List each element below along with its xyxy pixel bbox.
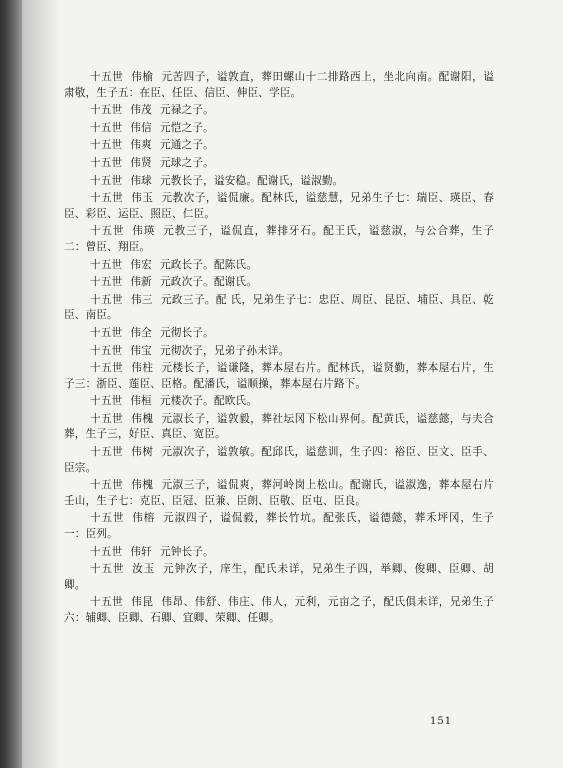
generation-label: 十五世	[90, 596, 124, 609]
entry	[64, 174, 494, 190]
entry	[64, 293, 494, 324]
entry-text: 元恺之子。	[159, 121, 214, 134]
entry-text: 元球之子。	[159, 156, 214, 169]
generation-label: 十五世	[90, 192, 124, 205]
person-name: 伟全	[130, 326, 152, 339]
entry-text: 元彻长子。	[159, 326, 214, 339]
person-name: 伟爽	[130, 139, 152, 152]
generation-label: 十五世	[90, 276, 123, 289]
person-name: 汝玉	[132, 563, 156, 576]
person-name: 伟新	[130, 276, 152, 289]
entry-text: 元禄之子。	[159, 104, 214, 117]
generation-label: 十五世	[90, 512, 125, 525]
entry	[64, 258, 494, 274]
entry	[64, 545, 494, 561]
entry-text: 元教三子，谥侃直，葬排牙石。配王氏，谥慈淑，与公合葬，生子二：曾臣、翔臣。	[64, 225, 494, 253]
person-name: 伟槐	[131, 412, 154, 425]
generation-label: 十五世	[90, 139, 123, 152]
entry-text: 元政三子。配 氏，兄弟生子七：忠臣、周臣、昆臣、埔臣、具臣、乾臣、南臣。	[64, 293, 494, 322]
binding-shadow	[0, 0, 60, 768]
entry-text: 元楼次子。配欧氏。	[159, 395, 258, 408]
entry	[64, 361, 494, 392]
entry	[64, 326, 494, 342]
entry-text: 元苦四子，谥敦直，葬田螺山十二排路西上，坐北向南。配谢阳，谥肃敬，生子五：在臣、任臣、信臣、伸臣、学臣。	[64, 71, 494, 99]
generation-label: 十五世	[90, 121, 123, 134]
entry	[64, 224, 494, 255]
generation-label: 十五世	[90, 293, 123, 306]
person-name: 伟柱	[131, 362, 154, 375]
entry-text: 元教次子，谥侃廉。配林氏，谥慈慧，兄弟生子七：瑞臣、瑛臣、春臣、彩臣、运臣、照臣、仁臣。	[64, 192, 494, 220]
entry	[64, 344, 494, 360]
entry-text: 元政次子。配谢氏。	[159, 276, 258, 289]
entry	[64, 478, 494, 509]
person-name: 伟轩	[130, 545, 152, 558]
person-name: 伟昆	[131, 596, 154, 609]
person-name: 伟球	[130, 174, 152, 187]
person-name: 伟玉	[131, 192, 154, 205]
entry	[64, 595, 494, 626]
entry	[64, 138, 494, 154]
generation-label: 十五世	[90, 71, 124, 83]
entry	[64, 70, 494, 101]
generation-label: 十五世	[90, 545, 123, 558]
generation-label: 十五世	[90, 174, 123, 187]
person-name: 伟信	[130, 121, 152, 134]
genealogy-text	[64, 70, 494, 629]
page-number: 151	[430, 716, 453, 727]
generation-label: 十五世	[90, 326, 123, 339]
entry-text: 元淑四子，谥侃毅，葬长竹坑。配张氏，谥德懿，葬禾坪冈，生子一：臣列。	[64, 512, 494, 541]
entry-text: 元淑长子，谥敦毅，葬社坛冈下松山界何。配黄氏，谥慈懿，与夫合葬，生子三，好臣、真臣、宽臣。	[64, 412, 494, 441]
entry-text: 元淑三子，谥侃爽，葬河岭岗上松山。配谢氏，谥淑逸，葬本屋右片壬山，生子七：克臣、臣冠、臣兼、臣朗、臣敬、臣屯、臣良。	[64, 479, 494, 507]
entry-text: 元通之子。	[159, 139, 214, 152]
entry-text: 元楼长子，谥谦隆，葬本屋右片。配林氏，谥贤勤，葬本屋右片，生子三：浙臣、莲臣、臣格。配潘氏，谥顺操，葬本屋右片路下。	[64, 362, 494, 390]
entry	[64, 562, 494, 593]
generation-label: 十五世	[90, 446, 124, 459]
entry-text: 元彻次子，兄弟子孙未详。	[159, 344, 290, 357]
entry	[64, 412, 494, 443]
person-name: 伟三	[130, 293, 153, 306]
generation-label: 十五世	[90, 395, 123, 408]
generation-label: 十五世	[90, 563, 125, 576]
person-name: 伟贤	[130, 156, 152, 169]
person-name: 伟榕	[132, 512, 156, 525]
generation-label: 十五世	[90, 258, 123, 271]
entry	[64, 394, 494, 410]
entry-text: 伟昂、伟舒、伟庄、伟人，元利，元亩之子，配氏俱未详，兄弟生子六：辅卿、臣卿、石卿、宜卿、荣卿、任卿。	[64, 596, 494, 624]
person-name: 伟榆	[131, 71, 154, 83]
generation-label: 十五世	[90, 362, 124, 375]
entry	[64, 121, 494, 137]
generation-label: 十五世	[90, 104, 123, 117]
person-name: 伟宏	[130, 258, 152, 271]
entry	[64, 156, 494, 172]
entry	[64, 191, 494, 222]
generation-label: 十五世	[90, 479, 124, 492]
entry-text: 元钟长子。	[159, 545, 214, 558]
generation-label: 十五世	[90, 344, 123, 357]
entry-text: 元教长子，谥安稳。配谢氏，谥淑勤。	[159, 174, 344, 187]
entry-text: 元钟次子，庠生，配氏未详，兄弟生子四，举卿、俊卿、臣卿、胡卿。	[64, 563, 494, 591]
person-name: 伟树	[131, 446, 154, 459]
generation-label: 十五世	[90, 156, 123, 169]
entry	[64, 511, 494, 542]
entry-text: 元淑次子，谥敦敏。配邱氏，谥慈训，生子四：裕臣、臣文、臣手、臣宗。	[64, 446, 494, 474]
person-name: 伟槐	[131, 479, 154, 492]
entry	[64, 445, 494, 476]
generation-label: 十五世	[90, 412, 124, 425]
person-name: 伟茂	[130, 104, 152, 117]
person-name: 伟宝	[130, 344, 152, 357]
entry	[64, 103, 494, 119]
person-name: 伟桓	[130, 395, 152, 408]
generation-label: 十五世	[90, 225, 125, 238]
entry-text: 元政长子。配陈氏。	[159, 258, 258, 271]
entry	[64, 275, 494, 291]
person-name: 伟瑛	[132, 225, 156, 238]
